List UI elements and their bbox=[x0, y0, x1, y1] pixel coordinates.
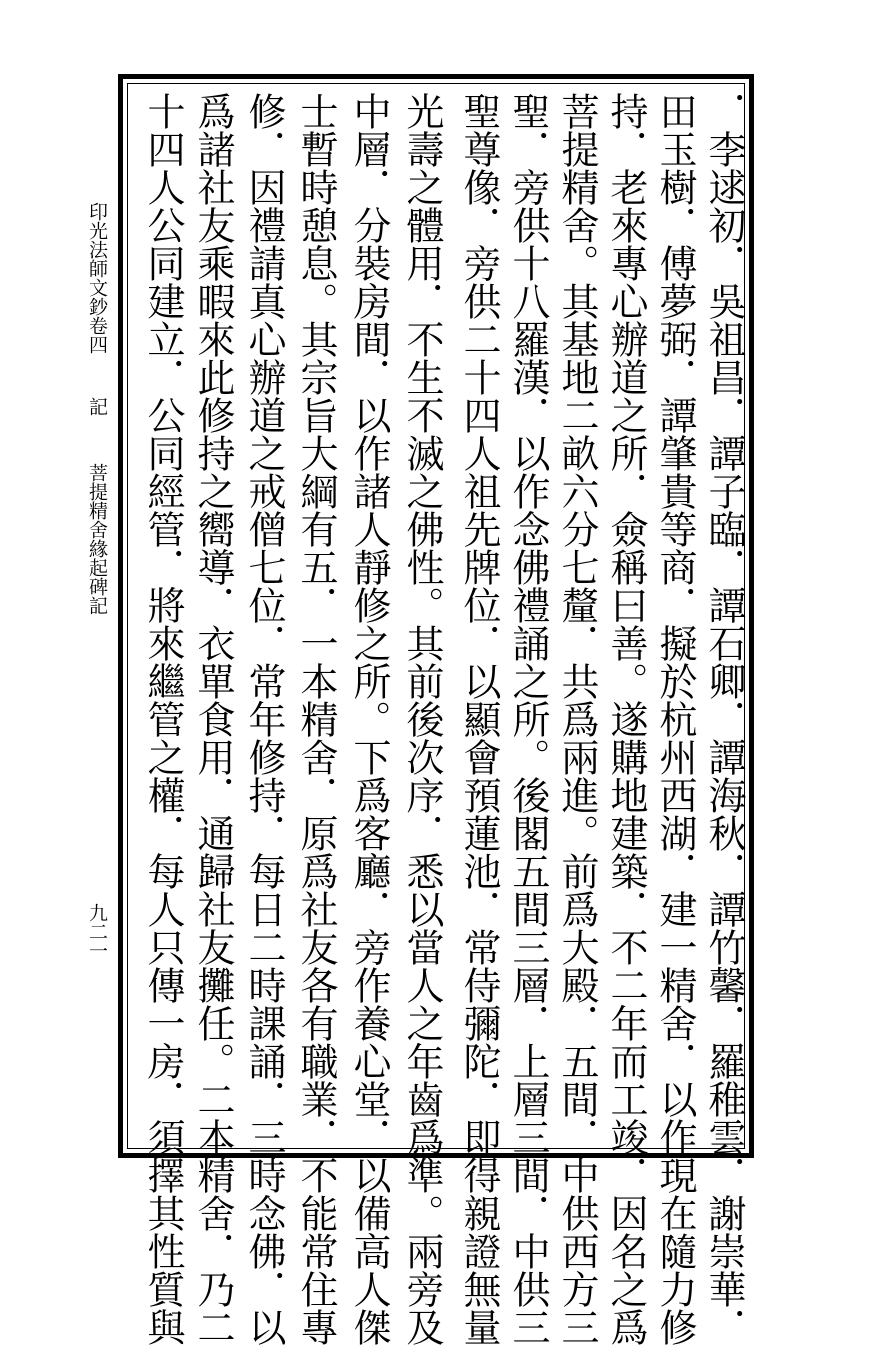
text-column-4: 菩提精舍。其基地二畝六分七釐．共爲兩進。前爲大殿．五間．中供西方三 bbox=[555, 92, 599, 1346]
text-column-12: 十四人公同建立．公同經管．將來繼管之權．每人只傳一房．須擇其性質與 bbox=[141, 92, 185, 1346]
page-number: 九二一 bbox=[86, 903, 108, 960]
text-column-11: 爲諸社友乘暇來此修持之嚮導．衣單食用．通歸社友攤任。二本精舍．乃二 bbox=[191, 92, 235, 1346]
text-column-3: 持．老來專心辦道之所．僉稱曰善。遂購地建築．不二年而工竣．因名之爲 bbox=[604, 92, 648, 1346]
text-column-7: 光壽之體用．不生不滅之佛性。其前後次序．悉以當人之年齒爲準。兩旁及 bbox=[400, 92, 444, 1346]
text-column-9: 士暫時憩息。其宗旨大綱有五．一本精舍．原爲社友各有職業．不能常住專 bbox=[294, 92, 338, 1346]
text-column-8: 中層．分裝房間．以作諸人靜修之所。下爲客廳．旁作養心堂．以備高人傑 bbox=[347, 92, 391, 1346]
text-column-10: 修．因禮請真心辦道之戒僧七位．常年修持．每日二時課誦．三時念佛．以 bbox=[242, 92, 286, 1346]
text-column-5: 聖．旁供十八羅漢．以作念佛禮誦之所。後閣五間三層．上層三間．中供三 bbox=[506, 92, 550, 1346]
article-title: 菩提精舍緣起碑記 bbox=[86, 463, 108, 615]
section-label: 記 bbox=[86, 397, 108, 416]
book-title: 印光法師文鈔卷四 bbox=[86, 202, 108, 354]
text-column-1: ．李逑初．吳祖昌．譚子臨．譚石卿．譚海秋．譚竹馨．羅稚雲．謝崇華． bbox=[702, 92, 746, 1346]
text-column-2: 田玉樹．傅夢弼．譚肇貴等商．擬於杭州西湖．建一精舍．以作現在隨力修 bbox=[653, 92, 697, 1346]
text-column-6: 聖尊像．旁供二十四人祖先牌位．以顯會預蓮池．常侍彌陀．即得親證無量 bbox=[457, 92, 501, 1346]
